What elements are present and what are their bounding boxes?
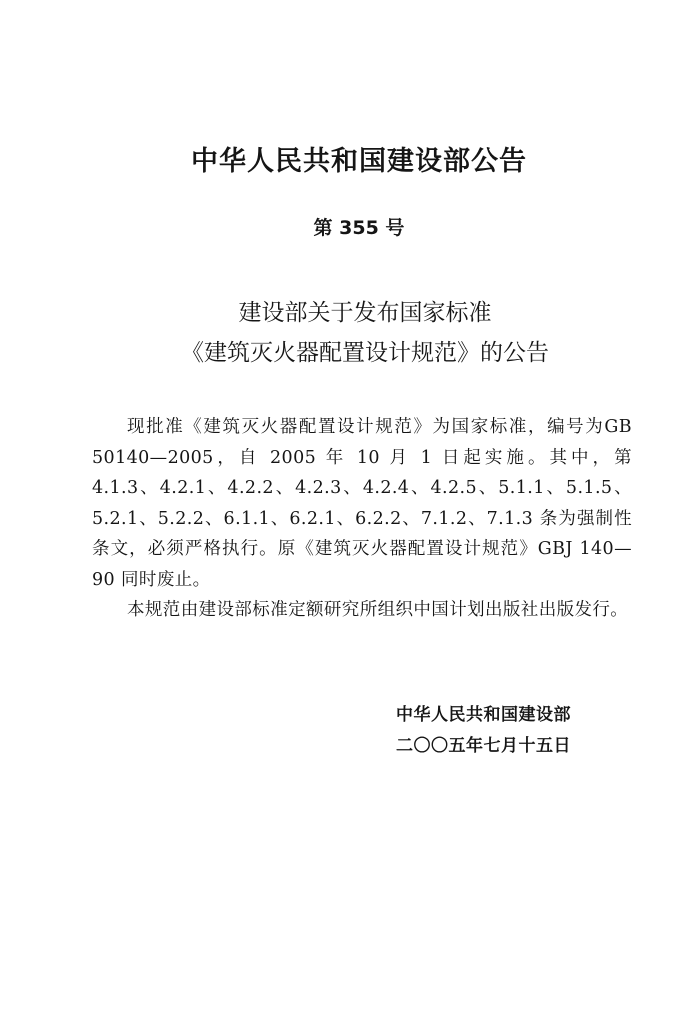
announcement-body: [92, 412, 632, 626]
body-paragraph-2: 本规范由建设部标准定额研究所组织中国计划出版社出版发行。: [127, 600, 629, 620]
signature-date: 二〇〇五年七月十五日: [396, 736, 571, 756]
subtitle-line-2: 《建筑灭火器配置设计规范》的公告: [181, 340, 549, 366]
signature-block: [396, 700, 571, 762]
announcement-number: 第 355 号: [313, 217, 405, 239]
announcement-subtitle: [0, 293, 700, 373]
page-title: 中华人民共和国建设部公告: [191, 146, 527, 177]
signature-organization: 中华人民共和国建设部: [396, 705, 571, 725]
subtitle-line-1: 建设部关于发布国家标准: [238, 300, 492, 326]
body-paragraph-1: 现批准《建筑灭火器配置设计规范》为国家标准，编号为GB 50140—2005，自 2005 年 10 月 1 日起实施。其中，第 4.1.3、4.2.1、4.2.2、4.2.3、4.2.4、4.2.5、5.1.1、5.1.5、5.2.1、5.2.2、6.1.1、6.2.1、6.2.2、7.1.2、7.1.3 条为强制性条文，必须严格执行。原《建筑灭火器配置设计规范》GBJ 140—90 同时废止。: [92, 417, 632, 590]
